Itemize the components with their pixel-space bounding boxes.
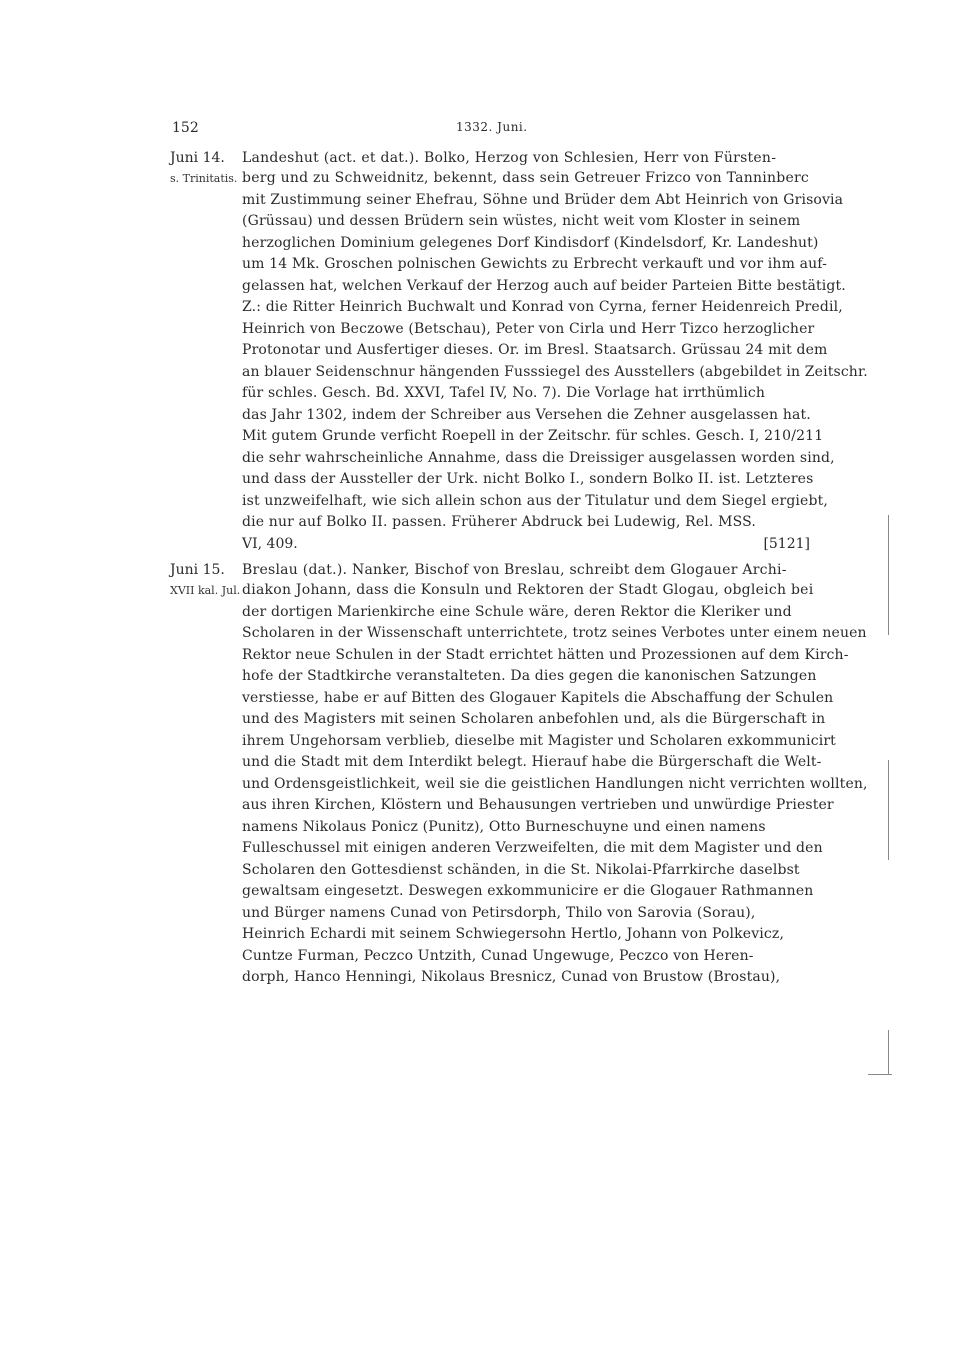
entry-number: [5121]: [763, 535, 810, 552]
text-line: und die Stadt mit dem Interdikt belegt. Hierauf habe die Bürgerschaft die Welt-: [242, 754, 822, 770]
entry-second-line: berg und zu Schweidnitz, bekennt, dass sein Getreuer Frizco von Tanninberc: [242, 170, 810, 186]
entry-date-line: [170, 148, 830, 168]
text-line: verstiesse, habe er auf Bitten des Glogauer Kapitels die Abschaffung der Schulen: [242, 689, 834, 706]
text-line: herzoglichen Dominium gelegenes Dorf Kindisdorf (Kindelsdorf, Kr. Landeshut): [242, 234, 819, 251]
entry-5122: [170, 560, 868, 989]
text-line: aus ihren Kirchen, Klöstern und Behausungen vertrieben und unwürdige Priester: [242, 797, 834, 813]
text-line: ist unzweifelhaft, wie sich allein schon aus der Titulatur und dem Siegel ergiebt,: [242, 492, 828, 509]
text-line: Scholaren in der Wissenschaft unterrichtete, trotz seines Verbotes unter einem neuen: [242, 625, 867, 641]
entry-last-text: VI, 409.: [242, 535, 298, 552]
text-line: Z.: die Ritter Heinrich Buchwalt und Konrad von Cyrna, ferner Heidenreich Predil,: [242, 299, 843, 315]
entry-date: Juni 15.: [170, 562, 225, 578]
text-line: dorph, Hanco Henningi, Nikolaus Bresnicz, Cunad von Brustow (Brostau),: [242, 969, 781, 985]
running-head: 1332. Juni.: [456, 120, 528, 134]
text-line: Rektor neue Schulen in der Stadt errichtet hätten und Prozessionen auf dem Kirch-: [242, 646, 849, 663]
page-header: [172, 120, 812, 140]
text-line: und Bürger namens Cunad von Petirsdorph, Thilo von Sarovia (Sorau),: [242, 904, 756, 921]
text-line: Protonotar und Ausfertiger dieses. Or. im Bresl. Staatsarch. Grüssau 24 mit dem: [242, 342, 828, 358]
text-line: namens Nikolaus Ponicz (Punitz), Otto Burneschuyne und einen namens: [242, 818, 766, 835]
text-line: gelassen hat, welchen Verkauf der Herzog auch auf beider Parteien Bitte bestätigt.: [242, 277, 846, 294]
text-line: ihrem Ungehorsam verblieb, dieselbe mit Magister und Scholaren exkommunicirt: [242, 732, 836, 749]
text-line: gewaltsam eingesetzt. Deswegen exkommunicire er die Glogauer Rathmannen: [242, 883, 814, 899]
entry-feast: XVII kal. Jul.: [170, 584, 241, 597]
scan-margin-line: [888, 515, 889, 635]
text-line: mit Zustimmung seiner Ehefrau, Söhne und Brüder dem Abt Heinrich von Grisovia: [242, 191, 844, 208]
entry-feast-line: [170, 168, 830, 190]
text-line: und dass der Aussteller der Urk. nicht Bolko I., sondern Bolko II. ist. Letzteres: [242, 471, 814, 487]
text-line: (Grüssau) und dessen Brüdern sein wüstes, nicht weit vom Kloster in seinem: [242, 213, 801, 229]
entry-date: Juni 14.: [170, 150, 225, 166]
entry-last-line: [170, 534, 830, 556]
text-line: für schles. Gesch. Bd. XXVI, Tafel IV, No. 7). Die Vorlage hat irrthümlich: [242, 385, 766, 401]
entry-feast-line: [170, 580, 830, 602]
text-line: die nur auf Bolko II. passen. Früherer Abdruck bei Ludewig, Rel. MSS.: [242, 514, 756, 530]
scan-margin-line: [868, 1074, 892, 1075]
text-line: Mit gutem Grunde verficht Roepell in der Zeitschr. für schles. Gesch. I, 210/211: [242, 428, 824, 444]
entry-5121: [170, 148, 868, 555]
scan-margin-line: [888, 760, 889, 860]
entry-second-line: diakon Johann, dass die Konsuln und Rektoren der Stadt Glogau, obgleich bei: [242, 582, 814, 598]
text-line: Cuntze Furman, Peczco Untzith, Cunad Ungewuge, Peczco von Heren-: [242, 947, 754, 964]
entry-date-line: [170, 560, 830, 580]
entry-feast: s. Trinitatis.: [170, 172, 238, 185]
text-line: Scholaren den Gottesdienst schänden, in die St. Nikolai-Pfarrkirche daselbst: [242, 861, 800, 878]
page-number: 152: [172, 120, 199, 136]
text-line: an blauer Seidenschnur hängenden Fusssiegel des Ausstellers (abgebildet in Zeitschr.: [242, 363, 868, 380]
text-line: und des Magisters mit seinen Scholaren anbefohlen und, als die Bürgerschaft in: [242, 711, 826, 727]
text-line: hofe der Stadtkirche veranstalteten. Da dies gegen die kanonischen Satzungen: [242, 668, 817, 684]
scan-margin-line: [888, 1030, 889, 1075]
text-line: Heinrich Echardi mit seinem Schwiegersohn Hertlo, Johann von Polkevicz,: [242, 926, 785, 942]
entry-first-line: Breslau (dat.). Nanker, Bischof von Breslau, schreibt dem Glogauer Archi-: [242, 562, 787, 578]
entry-first-line: Landeshut (act. et dat.). Bolko, Herzog von Schlesien, Herr von Fürsten-: [242, 150, 777, 166]
text-line: das Jahr 1302, indem der Schreiber aus Versehen die Zehner ausgelassen hat.: [242, 406, 811, 423]
text-line: um 14 Mk. Groschen polnischen Gewichts zu Erbrecht verkauft und vor ihm auf-: [242, 256, 827, 272]
text-line: Heinrich von Beczowe (Betschau), Peter von Cirla und Herr Tizco herzoglicher: [242, 320, 815, 337]
text-line: die sehr wahrscheinliche Annahme, dass die Dreissiger ausgelassen worden sind,: [242, 449, 835, 466]
text-line: Fulleschussel mit einigen anderen Verzweifelten, die mit dem Magister und den: [242, 840, 823, 856]
text-line: und Ordensgeistlichkeit, weil sie die geistlichen Handlungen nicht verrichten wollten,: [242, 775, 868, 792]
text-line: der dortigen Marienkirche eine Schule wäre, deren Rektor die Kleriker und: [242, 603, 792, 620]
